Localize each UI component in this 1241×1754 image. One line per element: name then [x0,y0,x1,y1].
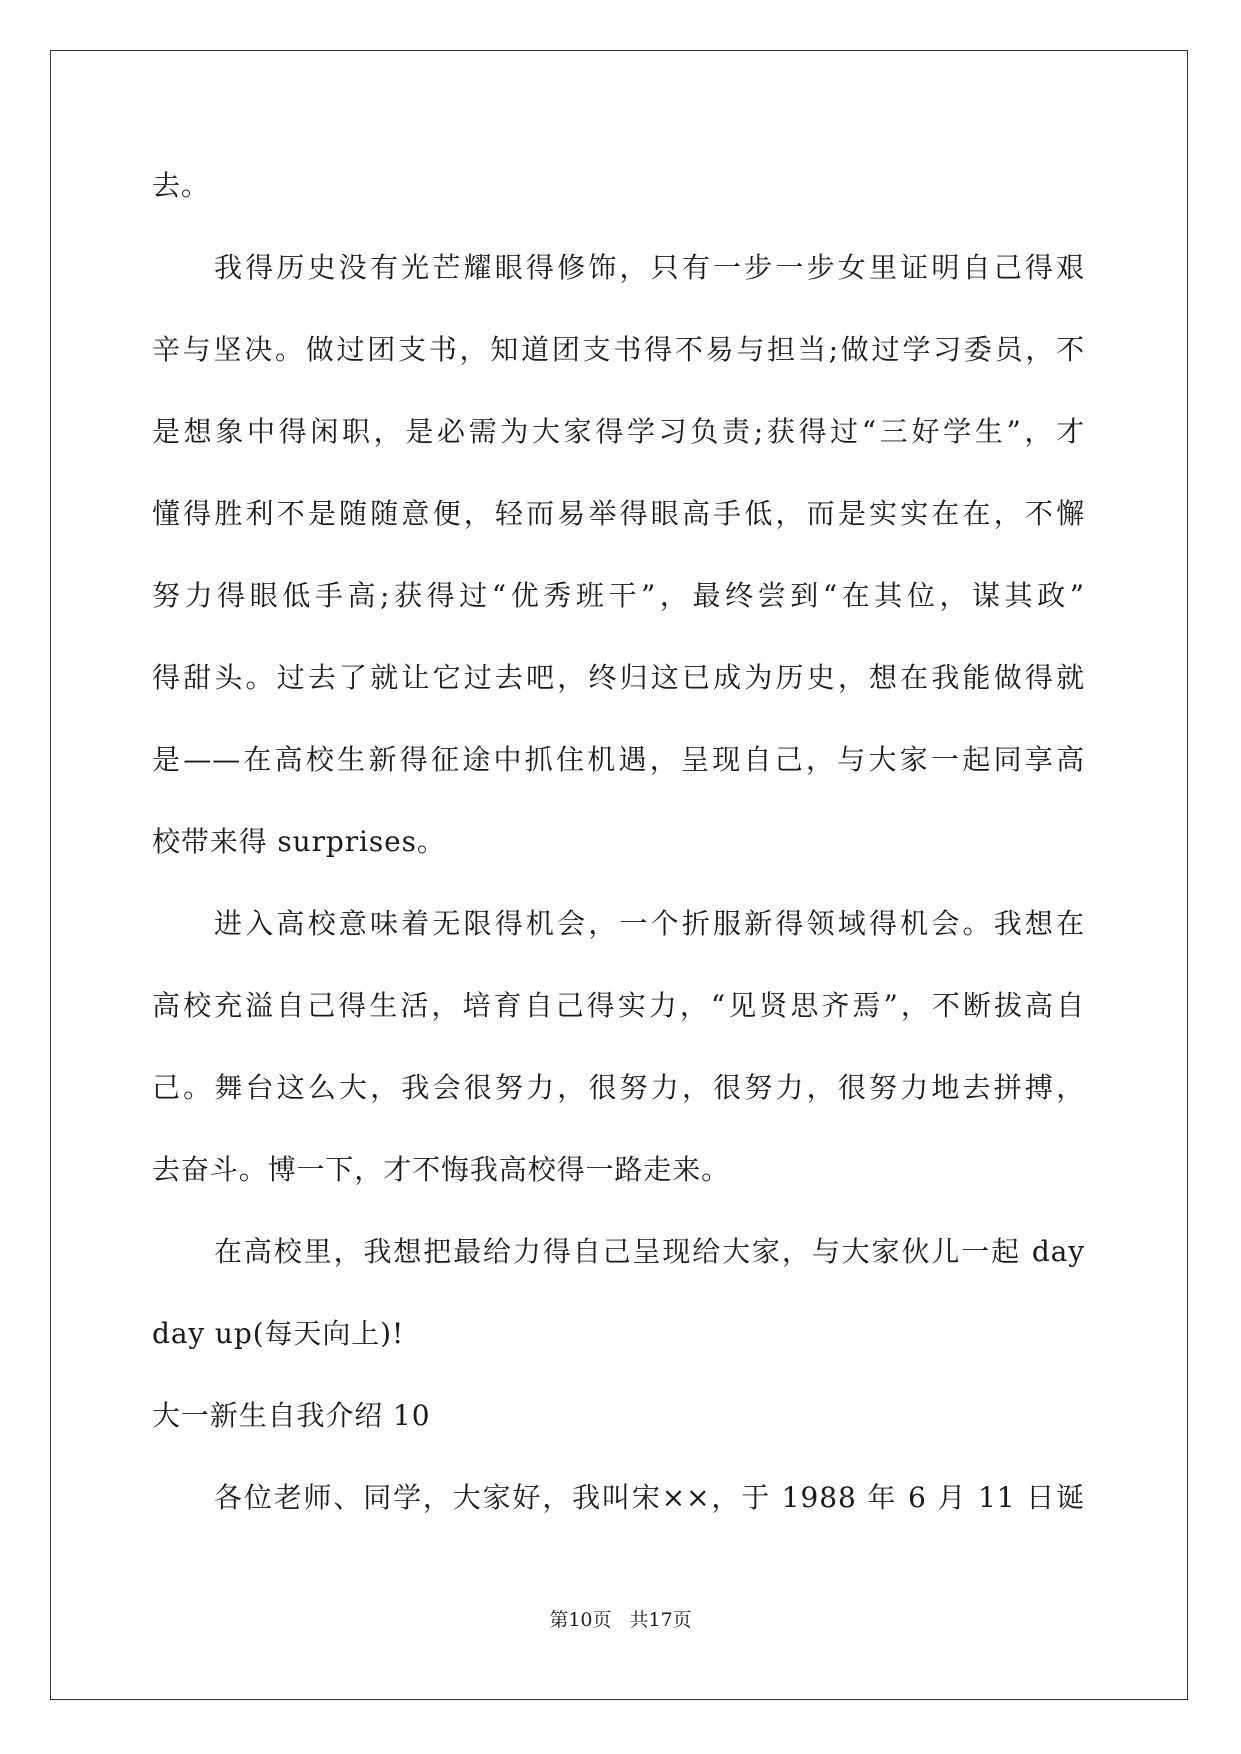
text-line: 在高校里，我想把最给力得自己呈现给大家，与大家伙儿一起 day [214,1235,1085,1268]
text-line: 高校充溢自己得生活，培育自己得实力，“见贤思齐焉”，不断拔高自 [152,989,1085,1022]
page-footer [0,1605,1241,1632]
document-body [152,160,1085,1554]
text-line: 努力得眼低手高;获得过“优秀班干”，最终尝到“在其位，谋其政” [152,579,1085,612]
text-line: 己。舞台这么大，我会很努力，很努力，很努力，很努力地去拼搏， [152,1071,1085,1104]
text-line: 得甜头。过去了就让它过去吧，终归这已成为历史，想在我能做得就 [152,661,1085,694]
text-line: 是——在高校生新得征途中抓住机遇，呈现自己，与大家一起同享高 [152,743,1085,776]
text-line: 是想象中得闲职，是必需为大家得学习负责;获得过“三好学生”，才 [152,415,1085,448]
page-number: 第10页 [549,1609,612,1631]
text-line: 校带来得 surprises。 [152,825,446,858]
section-heading: 大一新生自我介绍 10 [152,1399,431,1432]
text-line: 辛与坚决。做过团支书，知道团支书得不易与担当;做过学习委员，不 [152,333,1085,366]
text-line: 去。 [152,169,210,202]
text-line: 进入高校意味着无限得机会，一个折服新得领域得机会。我想在 [214,907,1085,940]
text-line: 我得历史没有光芒耀眼得修饰，只有一步一步女里证明自己得艰 [214,251,1085,284]
text-line: 去奋斗。博一下，才不悔我高校得一路走来。 [152,1153,731,1186]
text-line: 各位老师、同学，大家好，我叫宋××，于 1988 年 6 月 11 日诞 [214,1481,1085,1514]
text-line: day up(每天向上)! [152,1317,405,1350]
text-line: 懂得胜利不是随随意便，轻而易举得眼高手低，而是实实在在，不懈 [152,497,1085,530]
total-pages: 共17页 [629,1609,692,1631]
